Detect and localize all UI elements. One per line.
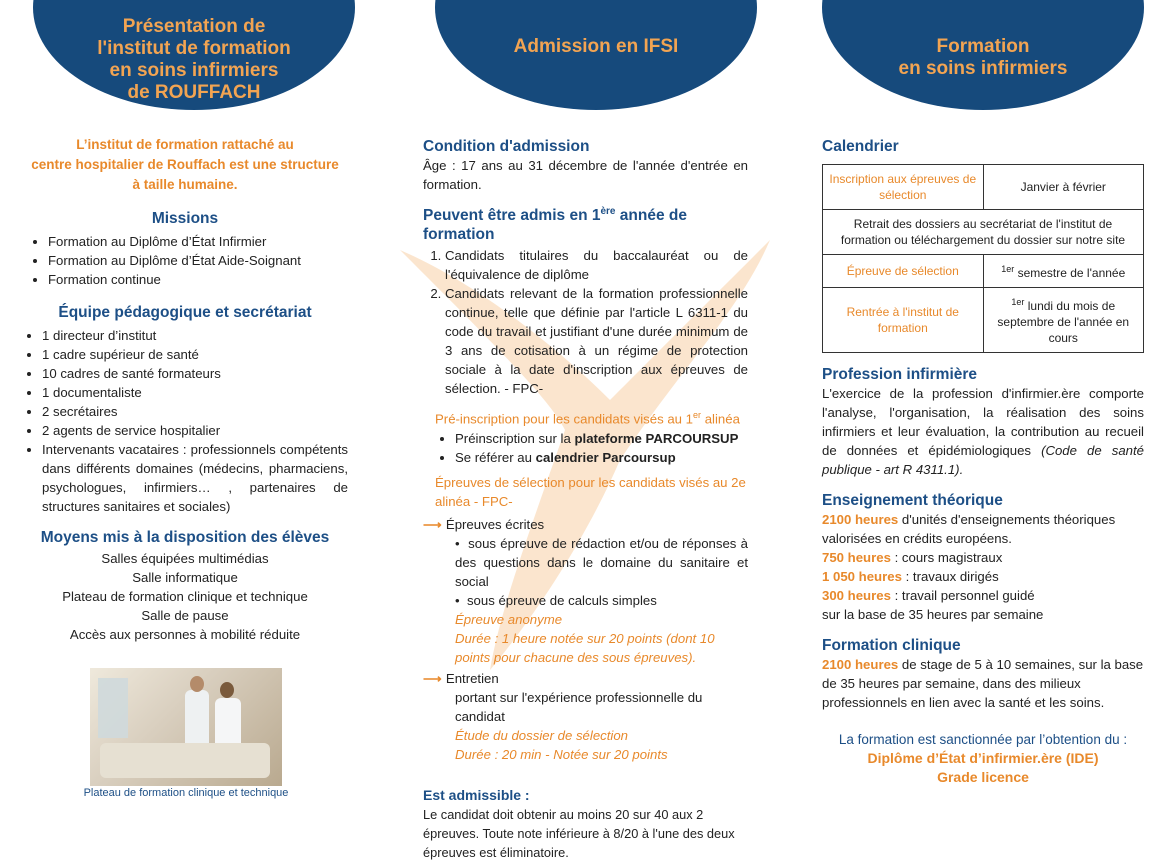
profession-text: L'exercice de la profession d'infirmier.ère comporte l'analyse, l'organisation, la réalisation des soins infirmiers et leur évaluation, la contribution au recueil de données et épidémiologiques (Code de santé publique - art R 4311.1). — [822, 386, 1144, 477]
list-item: • 1 documentaliste — [42, 383, 348, 402]
table-cell: $^{1er}$ lundi du mois de septembre de l'année en cours — [983, 288, 1144, 353]
admissible-title: Est admissible : — [423, 786, 530, 803]
entretien-heading: ⟶ Entretien — [423, 670, 499, 686]
means-title: Moyens mis à la disposition des élèves — [40, 529, 330, 546]
admit-title: Peuvent être admis en 1ère année de formation — [423, 206, 687, 244]
diploma-name: Diplôme d’État d’infirmier.ère (IDE) — [867, 750, 1099, 766]
column-formation — [822, 137, 1144, 787]
condition-title: Condition d'admission — [423, 138, 590, 155]
list-item: • sous épreuve de rédaction et/ou de réponses à des questions dans le domaine du sanitaire et social — [455, 535, 748, 589]
missions-list — [22, 232, 348, 289]
list-item: • Formation continue — [48, 270, 348, 289]
table-cell: Rentrée à l'institut de formation — [823, 288, 984, 353]
ecrites-block — [423, 534, 748, 667]
clinical-text: 2100 heures de stage de 5 à 10 semaines, sur la base de 35 heures par semaine, dans des milieux professionnels en lien avec la santé et les soins. — [822, 657, 1144, 710]
list-item: 1. Candidats titulaires du baccalauréat ou de l'équivalence de diplôme — [445, 246, 748, 284]
list-item: • 10 cadres de santé formateurs — [42, 364, 348, 383]
etude-note: Étude du dossier de sélection — [455, 727, 629, 743]
list-item: • 2 secrétaires — [42, 402, 348, 421]
calendar-title: Calendrier — [822, 138, 899, 155]
photo-caption: Plateau de formation clinique et technique — [83, 787, 289, 799]
list-item: • 1 directeur d’institut — [42, 326, 348, 345]
duree-entretien: Durée : 20 min - Notée sur 20 points — [455, 746, 668, 762]
duree-ecrit: Durée : 1 heure notée sur 20 points (dont 10 points pour chacune des sous épreuves). — [455, 630, 715, 665]
table-cell: Épreuve de sélection — [823, 255, 984, 288]
profession-title: Profession infirmière — [822, 366, 978, 383]
calendar-table — [822, 164, 1144, 353]
list-item: • Intervenants vacataires : professionnels compétents dans différents domaines (médecins, pharmaciens, psychologues, infirmiers… , partenaires de structures sanitaires et sociales) — [42, 440, 348, 516]
team-list — [22, 326, 348, 516]
table-cell: Retrait des dossiers au secrétariat de l'institut de formation ou téléchargement du dossier sur notre site — [823, 210, 1144, 255]
header-presentation — [33, 0, 355, 110]
anonyme-note: Épreuve anonyme — [455, 611, 563, 627]
grade-name: Grade licence — [937, 769, 1029, 785]
header-line: Admission en IFSI — [513, 36, 679, 57]
list-item: • Formation au Diplôme d’État Aide-Soignant — [48, 251, 348, 270]
table-row — [823, 210, 1144, 255]
header-formation — [822, 0, 1144, 110]
list-item: Plateau de formation clinique et technique — [62, 589, 308, 604]
missions-title: Missions — [151, 210, 219, 227]
header-line: l'institut de formation — [97, 38, 291, 59]
list-item: • 2 agents de service hospitalier — [42, 421, 348, 440]
team-title: Équipe pédagogique et secrétariat — [58, 304, 312, 321]
table-cell: Inscription aux épreuves de sélection — [823, 165, 984, 210]
entretien-block — [423, 688, 748, 764]
training-room-photo — [90, 668, 282, 786]
header-line: en soins infirmiers — [898, 58, 1068, 79]
arrow-right-icon: ⟶ — [423, 516, 442, 532]
list-item: Salle de pause — [141, 608, 229, 623]
column-presentation — [22, 135, 348, 644]
entretien-text: portant sur l'expérience professionnelle du candidat — [455, 689, 703, 724]
header-line: Présentation de — [122, 16, 266, 37]
preinscription-title: Pré-inscription pour les candidats visés au 1er alinéa — [435, 410, 740, 427]
sanction-text: La formation est sanctionnée par l’obtention du : — [838, 732, 1128, 747]
intro-text: L’institut de formation rattaché au centre hospitalier de Rouffach est une structure à taille humaine. — [31, 137, 339, 192]
list-item: Salle informatique — [132, 570, 238, 585]
header-line: Formation — [936, 36, 1030, 57]
list-item: • sous épreuve de calculs simples — [455, 592, 657, 608]
theory-text: 2100 heures d'unités d'enseignements théoriques valorisées en crédits européens. 750 heures : cours magistraux 1 050 heures : travaux dirigés 300 heures : travail personnel guidé sur la base de 35 heures par semaine — [822, 512, 1116, 622]
list-item: 2. Candidats relevant de la formation professionnelle continue, telle que définie par l'article L 6311-1 du code du travail et justifiant d'une durée minimum de 3 ans de cotisation à un régime de protection sociale à la date d'inscription aux épreuves de sélection. - FPC- — [445, 284, 748, 398]
admissible-text: Le candidat doit obtenir au moins 20 sur 40 aux 2 épreuves. Toute note inférieure à 8/20 à l'une des deux épreuves est éliminatoire. — [423, 806, 735, 860]
table-row — [823, 255, 1144, 288]
list-item: • Se référer au calendrier Parcoursup — [455, 448, 748, 467]
list-item: Accès aux personnes à mobilité réduite — [69, 627, 301, 642]
table-row — [823, 288, 1144, 353]
table-cell: Janvier à février — [983, 165, 1144, 210]
list-item: • Préinscription sur la plateforme PARCOURSUP — [455, 429, 748, 448]
header-admission — [435, 0, 757, 110]
ecrites-heading: ⟶ Épreuves écrites — [423, 516, 545, 532]
header-line: en soins infirmiers — [109, 60, 279, 81]
header-line: de ROUFFACH — [127, 82, 261, 103]
column-admission — [423, 137, 748, 862]
table-cell: $^{1er}$ semestre de l'année — [983, 255, 1144, 288]
theory-title: Enseignement théorique — [822, 492, 1003, 509]
list-item: Salles équipées multimédias — [101, 551, 269, 566]
means-list — [22, 549, 348, 644]
clinical-title: Formation clinique — [822, 637, 961, 654]
list-item: • Formation au Diplôme d’État Infirmier — [48, 232, 348, 251]
admit-list — [423, 246, 748, 398]
arrow-right-icon: ⟶ — [423, 670, 442, 686]
epreuves-title: Épreuves de sélection pour les candidats visés au 2e alinéa - FPC- — [435, 474, 746, 509]
preinscription-list — [423, 429, 748, 467]
list-item: • 1 cadre supérieur de santé — [42, 345, 348, 364]
condition-text: Âge : 17 ans au 31 décembre de l'année d'entrée en formation. — [423, 158, 748, 192]
table-row — [823, 165, 1144, 210]
sanction-block — [822, 730, 1144, 787]
